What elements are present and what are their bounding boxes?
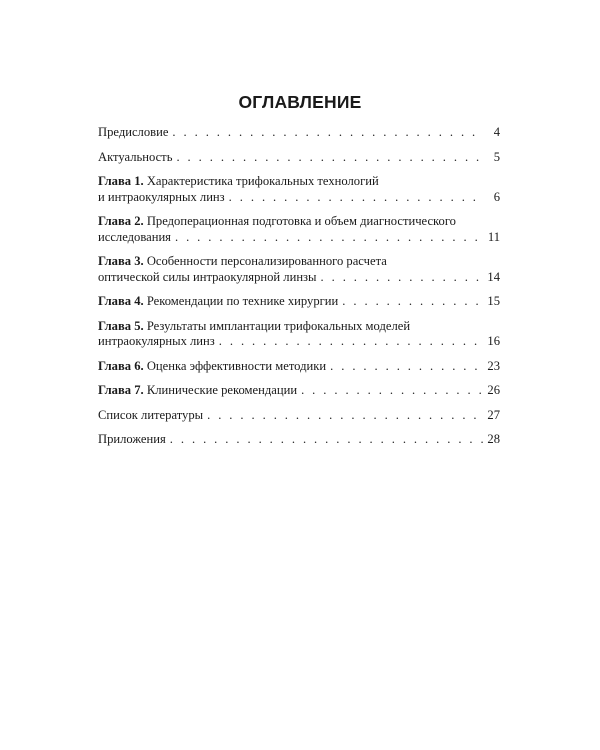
toc-entry-title: Клинические рекомендации	[146, 383, 298, 397]
toc-entry-title: Оценка эффективности методики	[146, 358, 327, 373]
toc-entry-text	[98, 270, 317, 286]
toc-entry[interactable]	[98, 408, 500, 424]
toc-entry-text	[98, 359, 326, 375]
toc-entry-text	[98, 294, 338, 310]
toc-entry-text	[98, 432, 166, 448]
toc-entry-title: Приложения	[98, 432, 166, 446]
toc-entry-line	[98, 359, 500, 375]
toc-entry-line	[98, 174, 500, 190]
toc-entry-line	[98, 125, 500, 141]
dot-leader	[207, 408, 483, 424]
toc-entry-title: исследования	[98, 229, 171, 244]
page-number: 27	[487, 407, 500, 422]
toc-entry-line	[98, 150, 500, 166]
dot-leader	[301, 383, 483, 399]
dot-leader	[172, 125, 483, 141]
page-number: 28	[487, 432, 500, 446]
toc-entry-line	[98, 294, 500, 310]
toc-entry-text	[98, 319, 410, 333]
toc-entry-title: Список литературы	[98, 407, 204, 422]
chapter-number: Глава 4.	[98, 294, 144, 308]
toc-entry[interactable]	[98, 359, 500, 375]
dot-leader	[176, 150, 483, 166]
toc-entry-text	[98, 334, 215, 350]
dot-leader	[175, 230, 483, 246]
table-of-contents	[98, 125, 500, 457]
toc-entry[interactable]	[98, 174, 500, 205]
toc-entry-title: Особенности персонализированного расчета	[146, 254, 387, 268]
chapter-number: Глава 2.	[98, 214, 144, 228]
toc-entry-title: Актуальность	[98, 149, 173, 164]
toc-entry[interactable]	[98, 319, 500, 350]
toc-entry[interactable]	[98, 254, 500, 285]
toc-entry-title: Результаты имплантации трифокальных моделей	[146, 318, 411, 333]
toc-entry-text	[98, 230, 171, 246]
toc-entry[interactable]	[98, 150, 500, 166]
chapter-number: Глава 7.	[98, 383, 144, 397]
toc-entry-text	[98, 174, 379, 188]
dot-leader	[170, 432, 483, 448]
toc-entry-title: Предисловие	[98, 125, 169, 139]
toc-entry-title: интраокулярных линз	[98, 334, 215, 348]
page-number: 15	[487, 294, 500, 308]
toc-entry-line	[98, 254, 500, 270]
dot-leader	[330, 359, 483, 375]
toc-entry-line	[98, 383, 500, 399]
toc-entry-title: оптической силы интраокулярной линзы	[98, 269, 317, 284]
toc-entry-title: Рекомендации по технике хирургии	[146, 294, 339, 308]
toc-entry-line	[98, 230, 500, 246]
toc-entry-text	[98, 254, 387, 268]
toc-entry-line	[98, 432, 500, 448]
toc-entry[interactable]	[98, 294, 500, 310]
dot-leader	[342, 294, 483, 310]
chapter-number: Глава 3.	[98, 254, 144, 268]
chapter-number: Глава 6.	[98, 358, 144, 373]
page-number: 11	[487, 229, 500, 244]
chapter-number: Глава 1.	[98, 174, 144, 188]
toc-entry-text	[98, 383, 297, 399]
chapter-number: Глава 5.	[98, 318, 144, 333]
page-number: 5	[493, 149, 500, 164]
toc-entry-text	[98, 408, 203, 424]
dot-leader	[219, 334, 483, 350]
toc-entry-line	[98, 214, 500, 230]
page-number: 23	[487, 358, 500, 373]
toc-entry-title: Характеристика трифокальных технологий	[146, 174, 379, 188]
toc-entry-line	[98, 190, 500, 206]
toc-entry-title: Предоперационная подготовка и объем диагностического	[146, 214, 456, 228]
page-number: 26	[487, 383, 500, 397]
dot-leader	[229, 190, 483, 206]
toc-entry-text	[98, 214, 456, 228]
toc-entry-title: и интраокулярных линз	[98, 189, 225, 204]
toc-entry-text	[98, 125, 168, 141]
page-number: 16	[487, 334, 500, 348]
toc-entry-line	[98, 408, 500, 424]
toc-entry-text	[98, 150, 172, 166]
page-title: ОГЛАВЛЕНИЕ	[238, 92, 362, 112]
toc-entry[interactable]	[98, 432, 500, 448]
toc-entry[interactable]	[98, 125, 500, 141]
toc-entry-text	[98, 190, 225, 206]
dot-leader	[321, 270, 484, 286]
toc-entry[interactable]	[98, 214, 500, 245]
page-number: 4	[493, 125, 500, 139]
toc-entry-line	[98, 334, 500, 350]
page-number: 14	[487, 269, 500, 284]
toc-entry-line	[98, 270, 500, 286]
toc-entry[interactable]	[98, 383, 500, 399]
toc-entry-line	[98, 319, 500, 335]
page-number: 6	[493, 189, 500, 204]
